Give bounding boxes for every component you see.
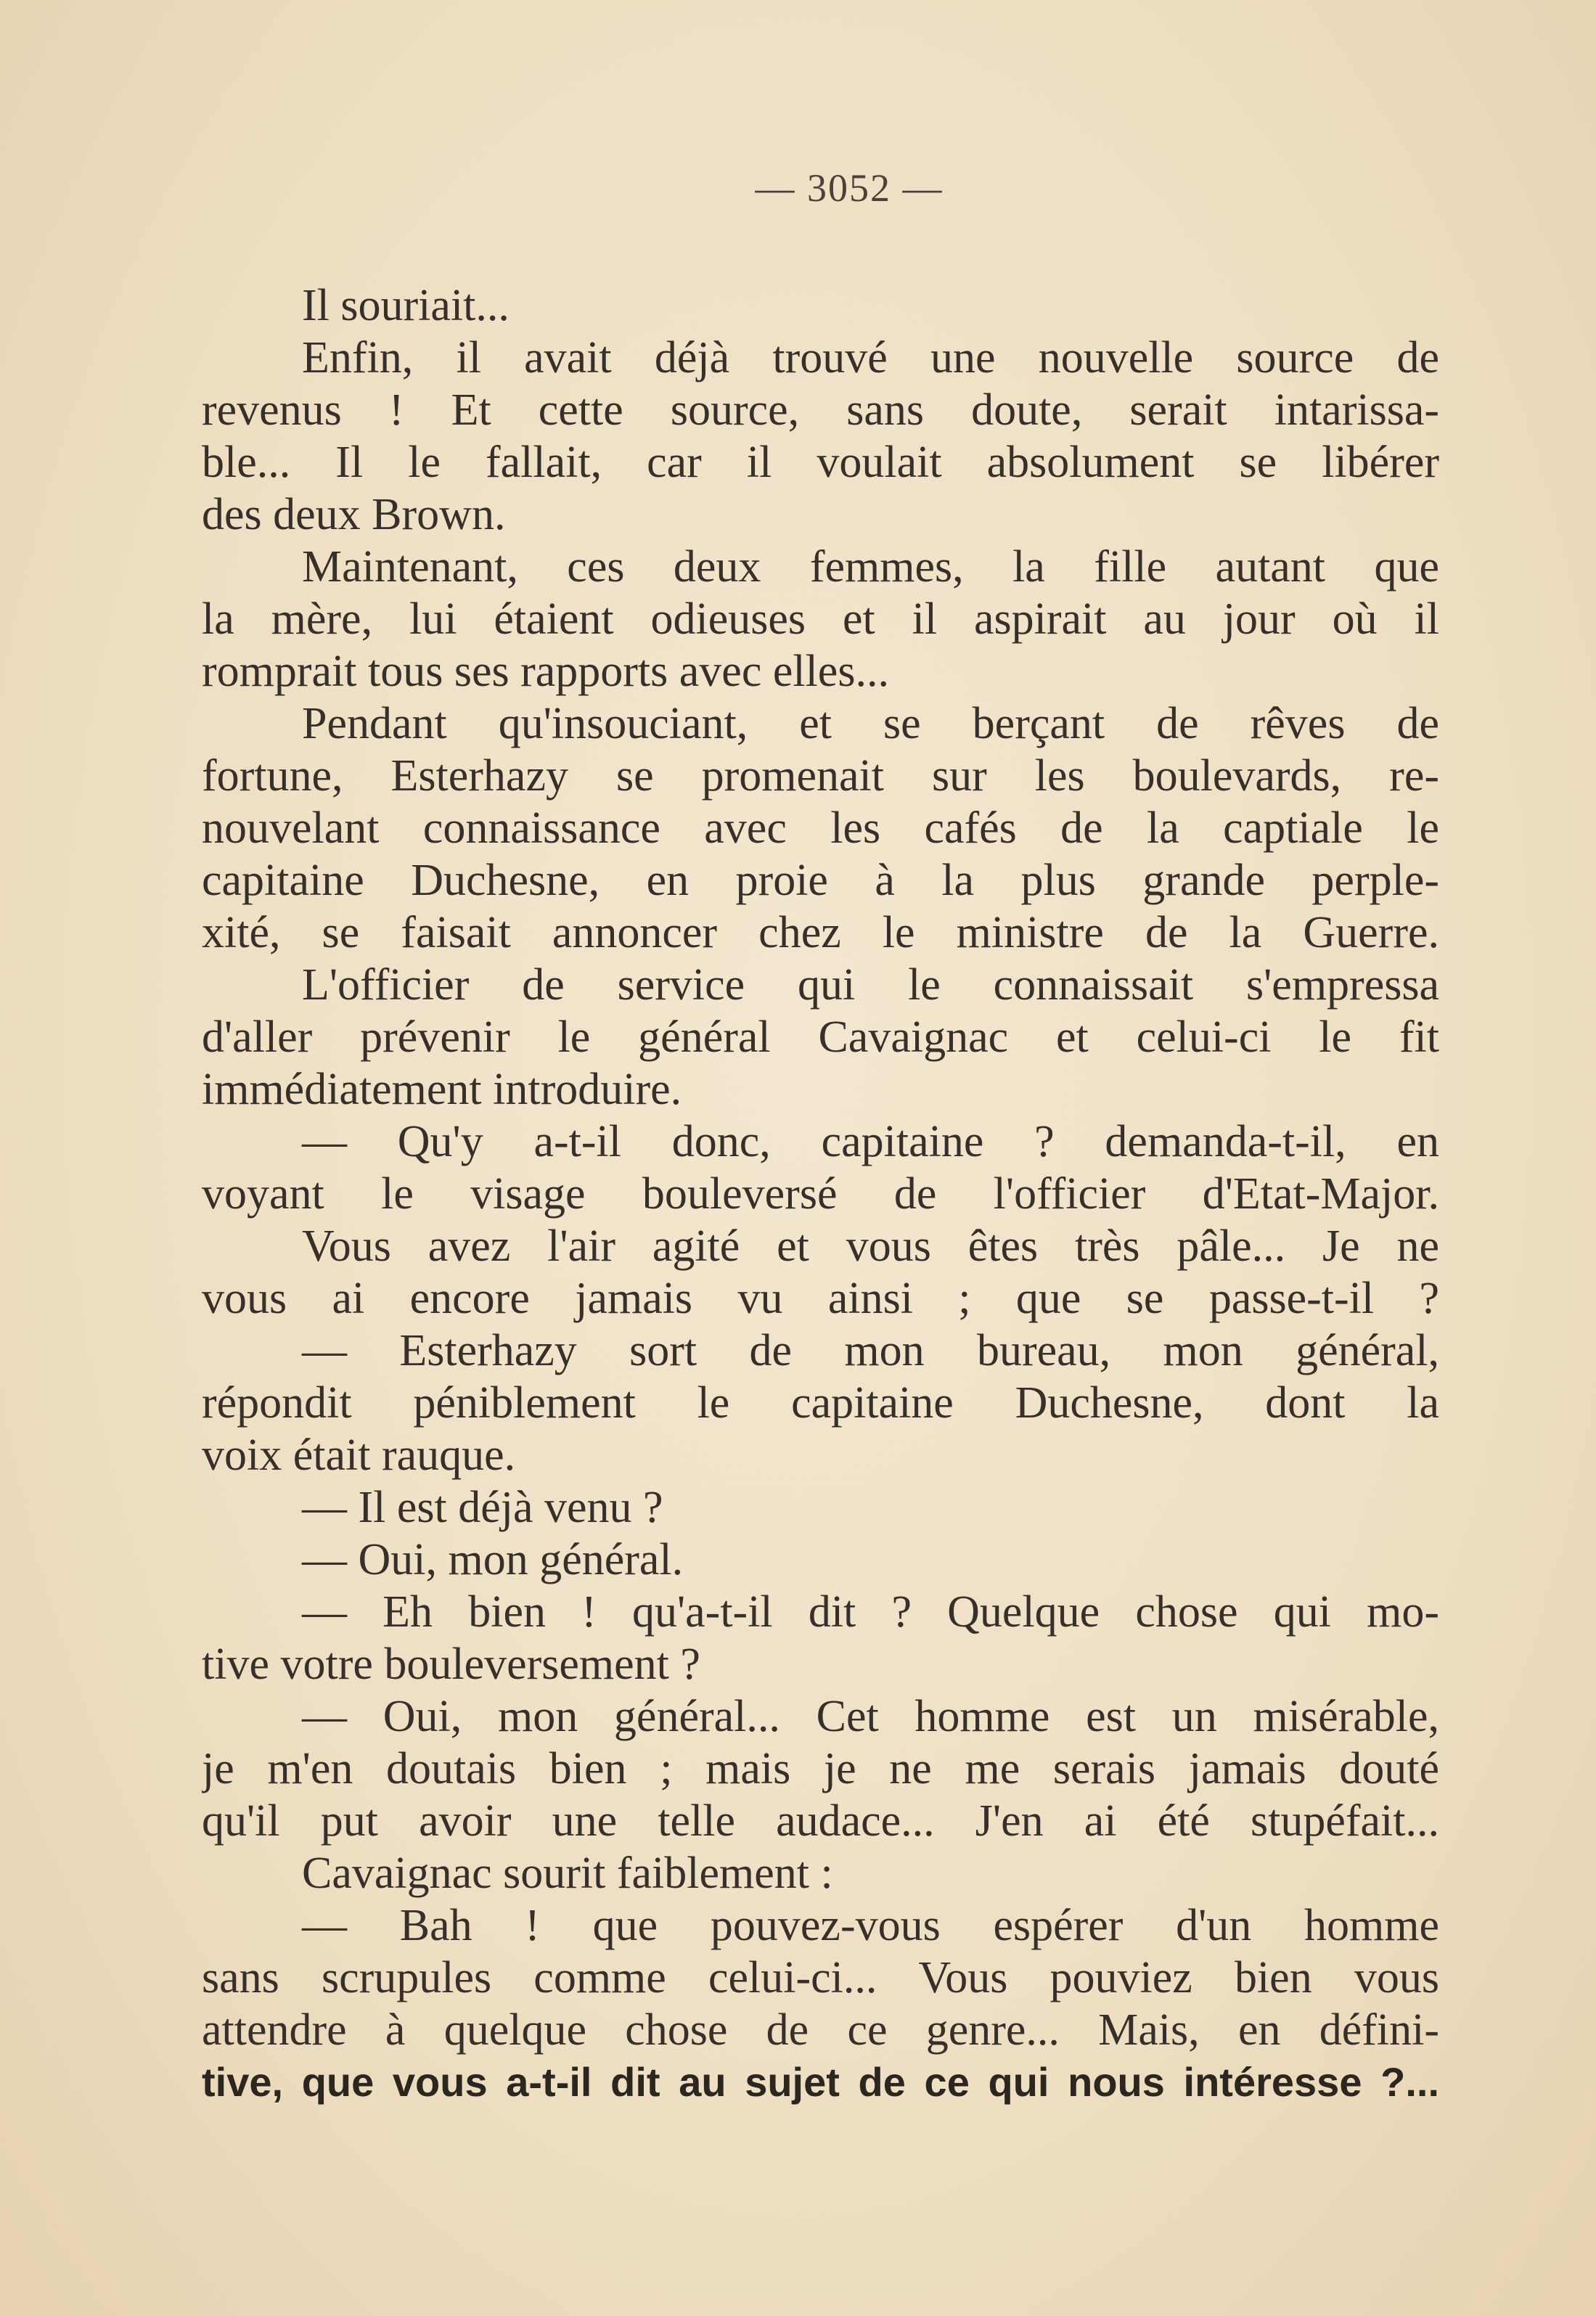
paragraph [202, 1220, 1439, 1325]
paragraph [202, 697, 1439, 959]
text-line: sans scrupules comme celui-ci... Vous pouviez bien vous [202, 1953, 1439, 2002]
text-line: Cavaignac sourit faiblement : [302, 1849, 833, 1898]
text-line: Vous avez l'air agité et vous êtes très pâle... Je ne [302, 1222, 1439, 1271]
text-line: répondit péniblement le capitaine Duchesne, dont la [202, 1378, 1439, 1428]
paragraph [202, 1325, 1439, 1481]
text-line: des deux Brown. [202, 490, 506, 539]
text-line: — Il est déjà venu ? [302, 1483, 663, 1532]
text-line: attendre à quelque chose de ce genre... Mais, en défini- [202, 2005, 1439, 2055]
text-line: — Qu'y a-t-il donc, capitaine ? demanda-t-il, en [302, 1117, 1439, 1166]
text-line: — Eh bien ! qu'a-t-il dit ? Quelque chose qui mo- [302, 1587, 1439, 1637]
paragraph [202, 332, 1439, 541]
text-line: — Oui, mon général... Cet homme est un misérable, [302, 1692, 1439, 1741]
text-line: voyant le visage bouleversé de l'officier d'Etat-Major. [202, 1169, 1439, 1219]
paragraph [202, 1586, 1439, 1690]
text-line: — Esterhazy sort de mon bureau, mon général, [302, 1326, 1439, 1375]
text-line: romprait tous ses rapports avec elles... [202, 647, 889, 696]
paragraph [202, 541, 1439, 697]
text-line: Enfin, il avait déjà trouvé une nouvelle source de [302, 333, 1439, 382]
text-line: — Oui, mon général. [302, 1535, 684, 1584]
paragraph [202, 1690, 1439, 1847]
paragraph [202, 1116, 1439, 1220]
text-line: — Bah ! que pouvez-vous espérer d'un homme [302, 1901, 1439, 1950]
text-line: nouvelant connaissance avec les cafés de la captiale le [202, 803, 1439, 853]
paragraph [202, 1847, 1439, 1899]
body-text [202, 279, 1439, 2108]
paragraph [202, 959, 1439, 1116]
paragraph [202, 1534, 1439, 1586]
paragraph [202, 1481, 1439, 1534]
text-line: Maintenant, ces deux femmes, la fille autant que [302, 542, 1439, 592]
text-line: fortune, Esterhazy se promenait sur les boulevards, re- [202, 751, 1439, 801]
text-line: tive, que vous a-t-il dit au sujet de ce qui nous intéresse ?... [202, 2059, 1439, 2105]
text-line: qu'il put avoir une telle audace... J'en ai été stupéfait... [202, 1796, 1439, 1846]
text-line: Pendant qu'insouciant, et se berçant de rêves de [302, 699, 1439, 748]
paragraph [202, 279, 1439, 332]
text-line: je m'en doutais bien ; mais je ne me serais jamais douté [202, 1744, 1439, 1793]
text-line: d'aller prévenir le général Cavaignac et celui-ci le fit [202, 1012, 1439, 1062]
text-line: xité, se faisait annoncer chez le ministre de la Guerre. [202, 908, 1439, 957]
text-line: ble... Il le fallait, car il voulait absolument se libérer [202, 438, 1439, 487]
text-line: tive votre bouleversement ? [202, 1640, 700, 1689]
text-line: revenus ! Et cette source, sans doute, serait intarissa- [202, 385, 1439, 435]
text-line: immédiatement introduire. [202, 1065, 682, 1114]
page-number: — 3052 — [755, 166, 944, 210]
text-line: capitaine Duchesne, en proie à la plus grande perple- [202, 856, 1439, 905]
text-line: L'officier de service qui le connaissait s'empressa [302, 960, 1439, 1010]
text-line: la mère, lui étaient odieuses et il aspirait au jour où il [202, 594, 1439, 644]
paragraph [202, 1899, 1439, 2108]
text-line: Il souriait... [302, 281, 510, 330]
text-line: vous ai encore jamais vu ainsi ; que se passe-t-il ? [202, 1274, 1439, 1323]
text-line: voix était rauque. [202, 1431, 516, 1480]
